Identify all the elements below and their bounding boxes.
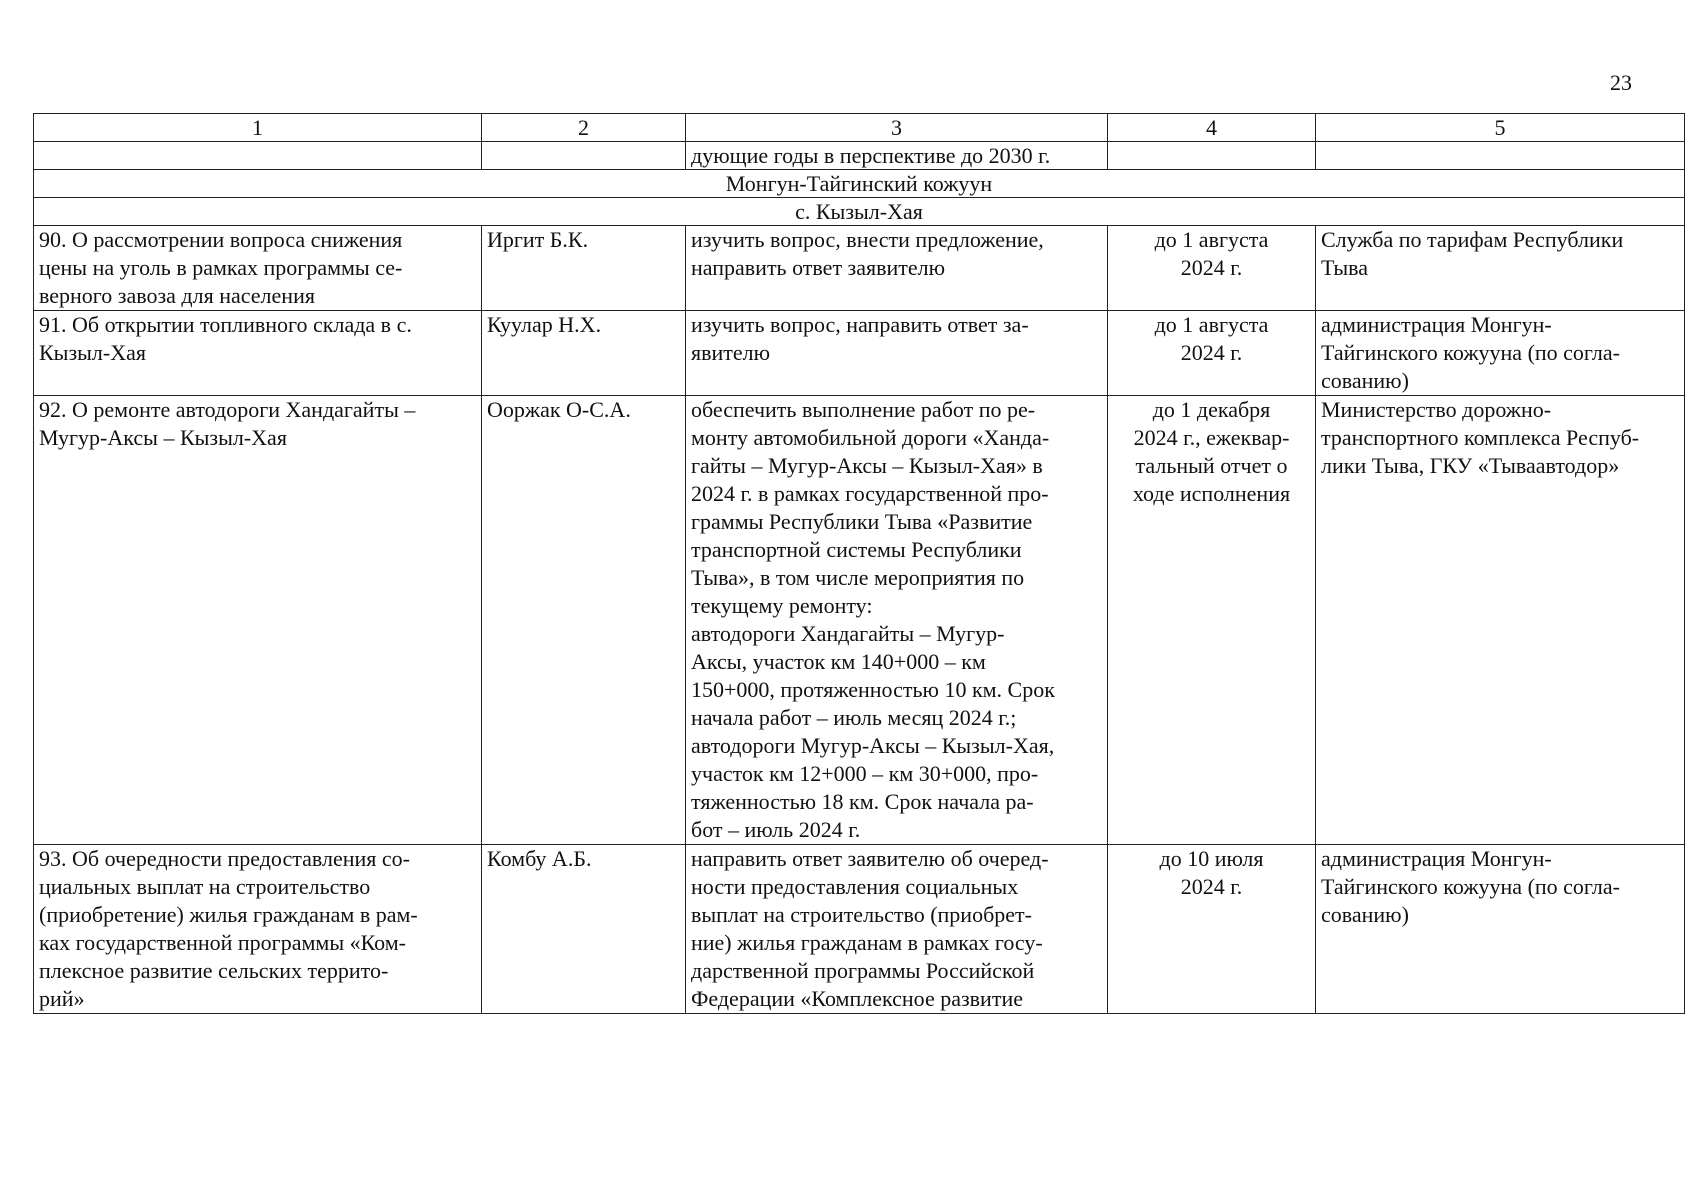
executor-cell (1316, 396, 1685, 845)
deadline-cell (1108, 845, 1316, 1014)
issue-cell (34, 845, 482, 1014)
section-title: Монгун-Тайгинский кожуун (34, 170, 1685, 198)
issue-text: 91. Об открытии топливного склада в с. Кызыл-Хая (39, 312, 412, 365)
column-header-2: 2 (482, 114, 686, 142)
action-text: изучить вопрос, внести предложение, направить ответ заявителю (691, 227, 1044, 280)
column-header-3: 3 (686, 114, 1108, 142)
action-text: изучить вопрос, направить ответ за- явителю (691, 312, 1029, 365)
continuation-cell-5 (1316, 142, 1685, 170)
subsection-row (34, 198, 1685, 226)
responsible-text: Комбу А.Б. (487, 846, 592, 871)
column-number-header-row (34, 114, 1685, 142)
deadline-text: до 10 июля 2024 г. (1159, 846, 1264, 899)
responsible-cell (482, 226, 686, 311)
continuation-cell-4 (1108, 142, 1316, 170)
subsection-title: с. Кызыл-Хая (34, 198, 1685, 226)
responsible-cell (482, 396, 686, 845)
issue-text: 90. О рассмотрении вопроса снижения цены на уголь в рамках программы се- верного завоза для населения (39, 227, 403, 308)
issue-cell (34, 311, 482, 396)
deadline-cell (1108, 396, 1316, 845)
continuation-cell-2 (482, 142, 686, 170)
issue-cell (34, 396, 482, 845)
executor-text: Министерство дорожно- транспортного комплекса Респуб- лики Тыва, ГКУ «Тываавтодор» (1321, 397, 1640, 478)
action-cell (686, 845, 1108, 1014)
action-cell (686, 226, 1108, 311)
page-number: 23 (1610, 70, 1632, 95)
continuation-row (34, 142, 1685, 170)
responsible-cell (482, 311, 686, 396)
table-row (34, 845, 1685, 1014)
executor-cell (1316, 226, 1685, 311)
action-text: обеспечить выполнение работ по ре- монту автомобильной дороги «Ханда- гайты – Мугур-Аксы – Кызыл-Хая» в 2024 г. в рамках государственной про- граммы Республики Тыва «Развитие транспортной системы Республики Тыва», в том числе мероприятия по текущему ремонту: автодороги Хандагайты – Мугур- Аксы, участок км 140+000 – км 150+000, протяженностью 10 км. Срок начала работ – июль месяц 2024 г.; автодороги Мугур-Аксы – Кызыл-Хая, участок км 12+000 – км 30+000, про- тяженностью 18 км. Срок начала ра- бот – июль 2024 г. (691, 397, 1055, 842)
column-header-1: 1 (34, 114, 482, 142)
table-row (34, 396, 1685, 845)
executor-text: Служба по тарифам Республики Тыва (1321, 227, 1624, 280)
issue-text: 92. О ремонте автодороги Хандагайты – Мугур-Аксы – Кызыл-Хая (39, 397, 416, 450)
deadline-cell (1108, 226, 1316, 311)
executor-text: администрация Монгун- Тайгинского кожууна (по согла- сованию) (1321, 846, 1620, 927)
responsible-text: Иргит Б.К. (487, 227, 589, 252)
section-row (34, 170, 1685, 198)
action-text: направить ответ заявителю об очеред- ности предоставления социальных выплат на строительство (приобрет- ние) жилья гражданам в рамках госу- дарственной программы Российской Федерации «Комплексное развитие (691, 846, 1049, 1011)
responsible-cell (482, 845, 686, 1014)
executor-cell (1316, 311, 1685, 396)
column-header-4: 4 (1108, 114, 1316, 142)
continuation-cell-1 (34, 142, 482, 170)
issue-text: 93. Об очередности предоставления со- циальных выплат на строительство (приобретение) жилья гражданам в рам- ках государственной программы «Ком- плексное развитие сельских террито- рий» (39, 846, 418, 1011)
decisions-table (33, 113, 1685, 1014)
action-cell (686, 311, 1108, 396)
issue-cell (34, 226, 482, 311)
column-header-5: 5 (1316, 114, 1685, 142)
action-cell (686, 396, 1108, 845)
continuation-cell-3: дующие годы в перспективе до 2030 г. (686, 142, 1108, 170)
deadline-text: до 1 декабря 2024 г., ежеквар- тальный отчет о ходе исполнения (1132, 397, 1291, 506)
table-row (34, 311, 1685, 396)
deadline-text: до 1 августа 2024 г. (1154, 227, 1269, 280)
executor-cell (1316, 845, 1685, 1014)
table-row (34, 226, 1685, 311)
responsible-text: Куулар Н.Х. (487, 312, 602, 337)
deadline-text: до 1 августа 2024 г. (1154, 312, 1269, 365)
deadline-cell (1108, 311, 1316, 396)
executor-text: администрация Монгун- Тайгинского кожууна (по согла- сованию) (1321, 312, 1620, 393)
responsible-text: Ооржак О-С.А. (487, 397, 631, 422)
